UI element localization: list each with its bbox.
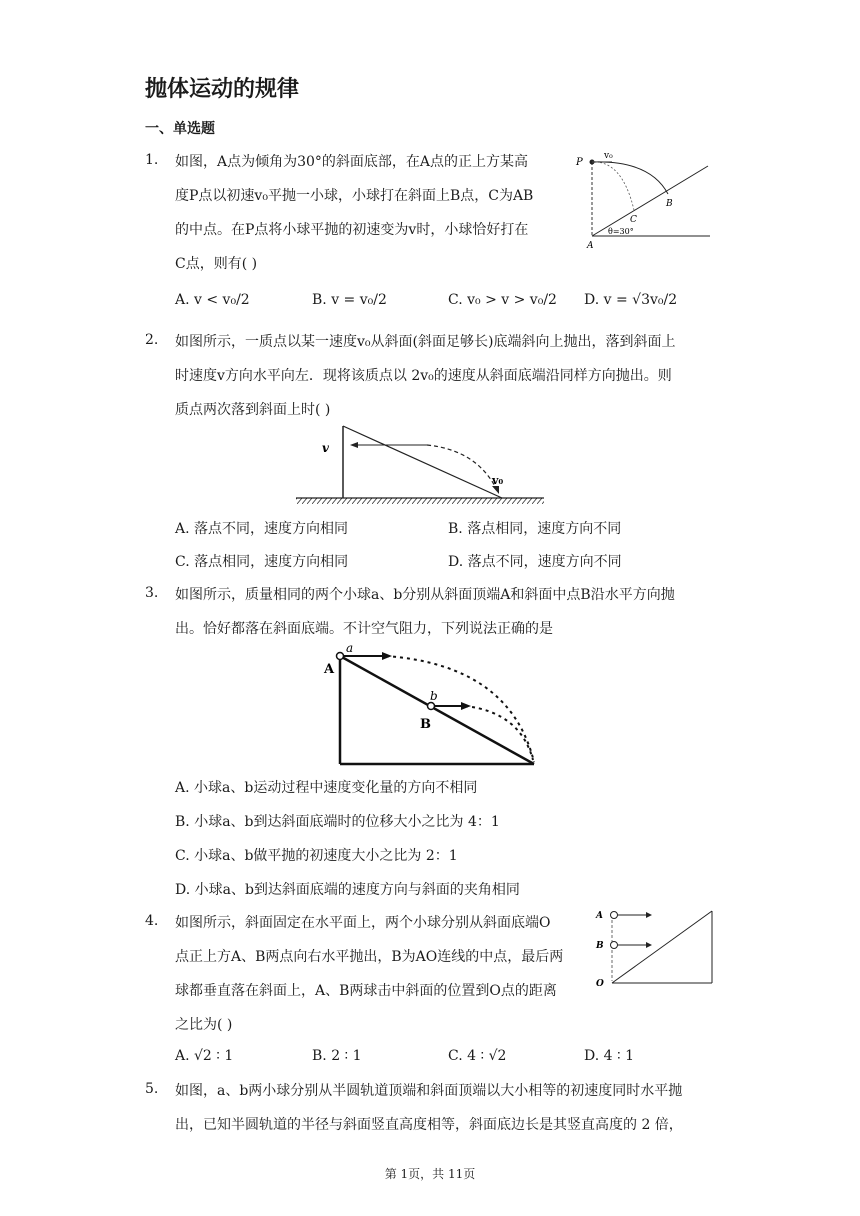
page-title: 抛体运动的规律 <box>145 77 300 102</box>
option-a: A. v < v₀/2 <box>175 292 250 308</box>
question-number: 1. <box>145 152 159 168</box>
question-text-line: 点正上方A、B两点向右水平抛出，B为AO连线的中点，最后两 <box>175 949 564 965</box>
figure-q2-incline <box>292 420 547 510</box>
label-b: B <box>666 199 673 209</box>
option-c: C. 小球a、b做平抛的初速度大小之比为 2：1 <box>175 848 458 864</box>
label-ball-b: b <box>430 689 438 703</box>
option-d: D. 落点不同，速度方向不同 <box>448 554 622 570</box>
question-text-line: 出，已知半圆轨道的半径与斜面竖直高度相等，斜面底边长是其竖直高度的 2 倍， <box>175 1117 683 1133</box>
question-number: 4. <box>145 913 159 929</box>
label-v0: v₀ <box>604 151 613 161</box>
option-a: A. 落点不同，速度方向相同 <box>175 521 349 537</box>
question-text-line: 如图，a、b两小球分别从半圆轨道顶端和斜面顶端以大小相等的初速度同时水平抛 <box>175 1083 683 1099</box>
page-footer: 第 1页，共 11页 <box>384 1167 476 1181</box>
label-v: v <box>322 441 329 455</box>
label-A: A <box>324 662 335 677</box>
question-text-line: 度P点以初速v₀平抛一小球，小球打在斜面上B点，C为AB <box>175 188 534 204</box>
label-ball-a: a <box>346 641 354 655</box>
question-text-line: 质点两次落到斜面上时( ) <box>175 402 331 418</box>
question-text-line: 如图所示，斜面固定在水平面上，两个小球分别从斜面底端O <box>175 915 551 931</box>
option-c: C. v₀ > v > v₀/2 <box>448 292 557 308</box>
label-v0: v₀ <box>492 474 504 487</box>
option-a: A. √2 ∶ 1 <box>175 1048 234 1064</box>
option-d: D. 4 ∶ 1 <box>584 1048 634 1064</box>
label-A: A <box>596 911 603 921</box>
option-b: B. 2 ∶ 1 <box>312 1048 362 1064</box>
option-c: C. 落点相同，速度方向相同 <box>175 554 349 570</box>
label-p: P <box>576 157 583 168</box>
option-b: B. 落点相同，速度方向不同 <box>448 521 622 537</box>
figure-q1-incline <box>570 148 715 253</box>
question-text-line: 如图所示，一质点以某一速度v₀从斜面(斜面足够长)底端斜向上抛出，落到斜面上 <box>175 334 676 350</box>
label-B: B <box>596 941 604 951</box>
question-text-line: 如图，A点为倾角为30°的斜面底部，在A点的正上方某高 <box>175 154 529 170</box>
label-B: B <box>420 717 431 732</box>
label-c: C <box>630 215 637 225</box>
question-number: 3. <box>145 585 159 601</box>
question-text-line: 球都垂直落在斜面上，A、B两球击中斜面的位置到O点的距离 <box>175 983 557 999</box>
question-number: 2. <box>145 332 159 348</box>
figure-q3-incline <box>320 640 545 770</box>
figure-q4-incline <box>592 903 717 988</box>
option-d: D. v = √3v₀/2 <box>584 292 678 308</box>
option-b: B. 小球a、b到达斜面底端时的位移大小之比为 4：1 <box>175 814 500 830</box>
option-d: D. 小球a、b到达斜面底端的速度方向与斜面的夹角相同 <box>175 882 520 898</box>
option-c: C. 4 ∶ √2 <box>448 1048 507 1064</box>
question-number: 5. <box>145 1081 159 1097</box>
question-text-line: 的中点。在P点将小球平抛的初速变为v时，小球恰好打在 <box>175 222 529 238</box>
section-heading: 一、单选题 <box>145 121 215 137</box>
label-O: O <box>596 979 604 988</box>
option-b: B. v = v₀/2 <box>312 292 387 308</box>
question-text-line: 之比为( ) <box>175 1017 233 1033</box>
question-text-line: 如图所示，质量相同的两个小球a、b分别从斜面顶端A和斜面中点B沿水平方向抛 <box>175 587 675 603</box>
label-angle: θ=30° <box>608 227 634 236</box>
question-text-line: 出。恰好都落在斜面底端。不计空气阻力，下列说法正确的是 <box>175 621 553 637</box>
option-a: A. 小球a、b运动过程中速度变化量的方向不相同 <box>175 780 478 796</box>
question-text-line: C点，则有( ) <box>175 256 258 272</box>
question-text-line: 时速度v方向水平向左．现将该质点以 2v₀的速度从斜面底端沿同样方向抛出。则 <box>175 368 672 384</box>
label-a: A <box>587 241 594 251</box>
